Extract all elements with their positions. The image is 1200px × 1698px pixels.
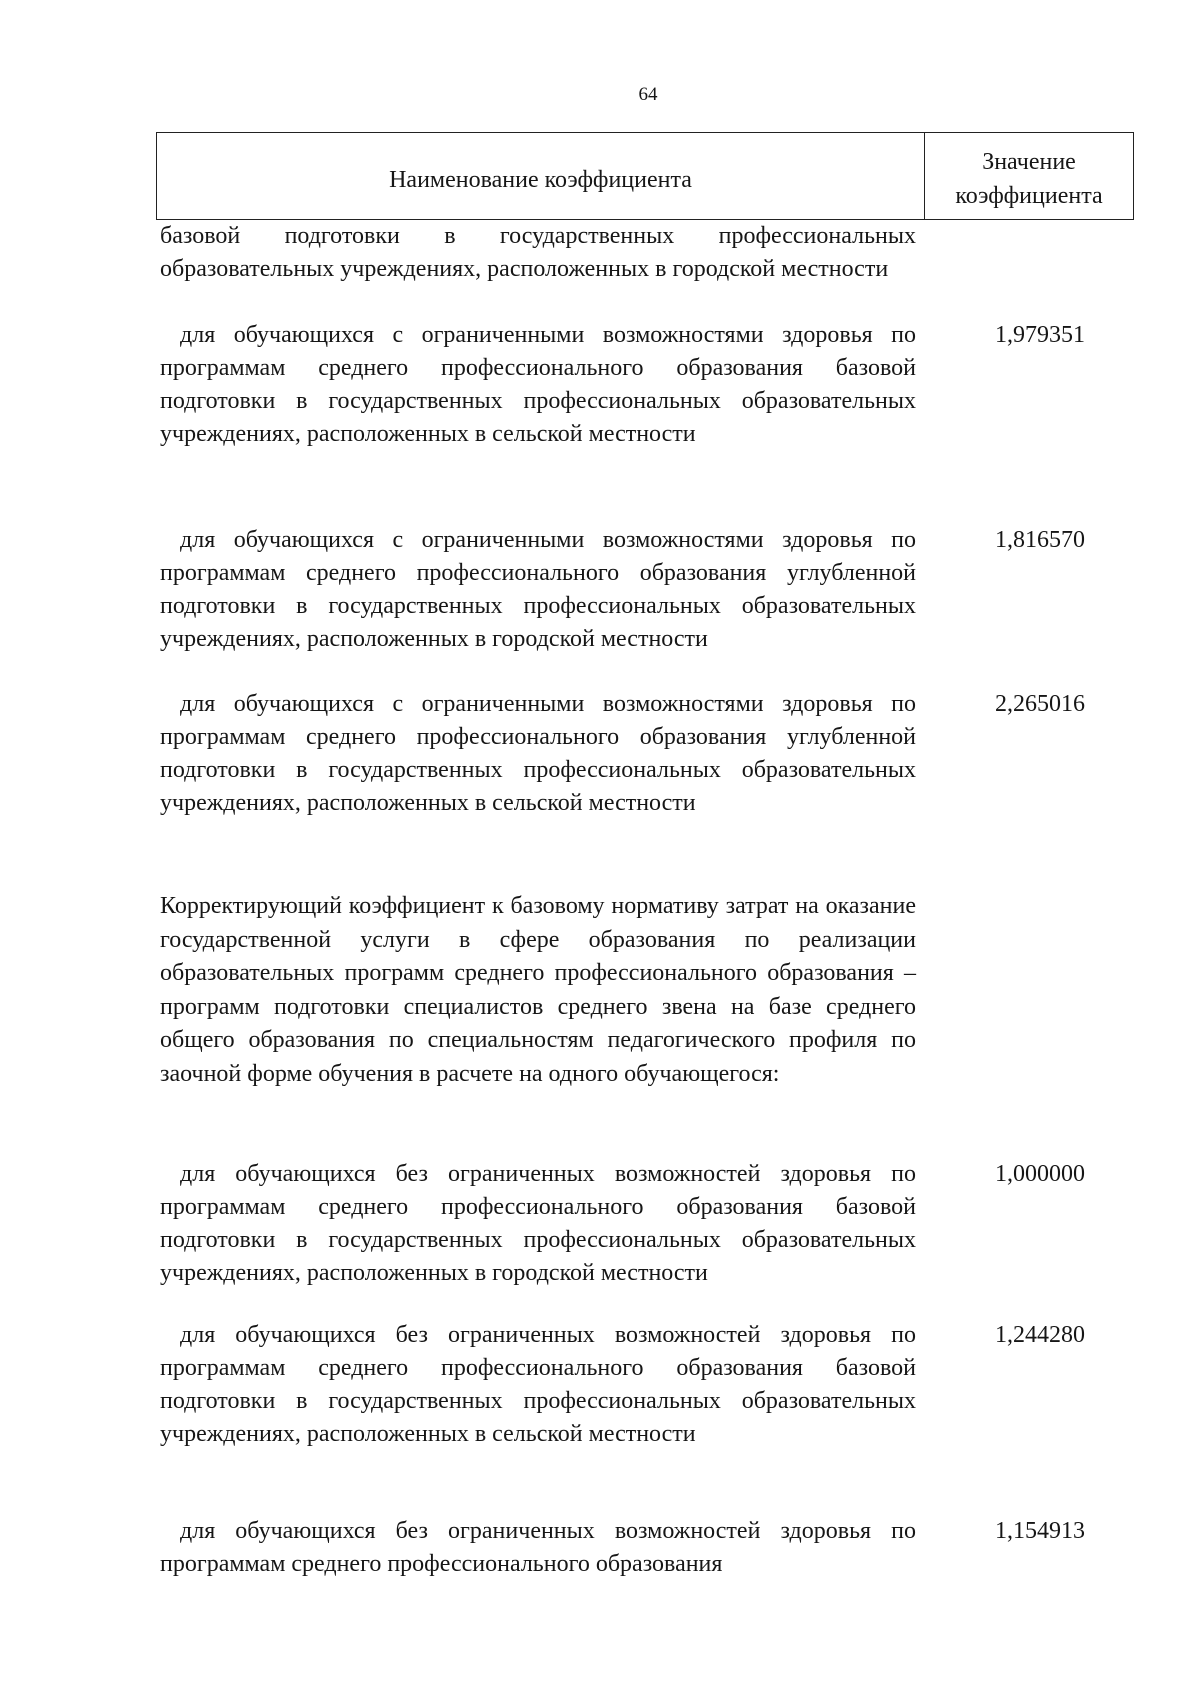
section-intro: Корректирующий коэффициент к базовому нормативу затрат на оказание государственной услуги в сфере образования по реализации образовательных программ среднего профессионального образования – программ подготовки специалистов среднего звена на базе среднего общего образования по специальностям педагогического профиля по заочной форме обучения в расчете на одного обучающегося: xyxy=(160,893,916,1087)
header-name-column: Наименование коэффициента xyxy=(157,133,925,219)
row-value: 1,244280 xyxy=(995,1322,1085,1348)
row-description: базовой подготовки в государственных профессиональных образовательных учреждениях, расположенных в городской местности xyxy=(160,223,916,282)
header-value-column xyxy=(925,133,1133,219)
row-description: для обучающихся с ограниченными возможностями здоровья по программам среднего профессионального образования углубленной подготовки в государственных профессиональных образовательных учреждениях, расположенных в городской местности xyxy=(160,527,916,652)
row-description: для обучающихся с ограниченными возможностями здоровья по программам среднего профессионального образования базовой подготовки в государственных профессиональных образовательных учреждениях, расположенных в сельской местности xyxy=(160,322,916,447)
row-value: 2,265016 xyxy=(995,691,1085,717)
row-description: для обучающихся без ограниченных возможностей здоровья по программам среднего профессионального образования xyxy=(160,1518,916,1577)
row-value: 1,816570 xyxy=(995,527,1085,553)
row-description: для обучающихся без ограниченных возможностей здоровья по программам среднего профессионального образования базовой подготовки в государственных профессиональных образовательных учреждениях, расположенных в городской местности xyxy=(160,1161,916,1286)
row-description: для обучающихся с ограниченными возможностями здоровья по программам среднего профессионального образования углубленной подготовки в государственных профессиональных образовательных учреждениях, расположенных в сельской местности xyxy=(160,691,916,816)
row-value: 1,000000 xyxy=(995,1161,1085,1187)
table-header xyxy=(156,132,1134,220)
row-value: 1,979351 xyxy=(995,322,1085,348)
header-value-line1: Значение xyxy=(982,149,1076,175)
page-number: 64 xyxy=(638,84,658,105)
header-value-line2: коэффициента xyxy=(955,183,1103,209)
row-value: 1,154913 xyxy=(995,1518,1085,1544)
row-description: для обучающихся без ограниченных возможностей здоровья по программам среднего профессионального образования базовой подготовки в государственных профессиональных образовательных учреждениях, расположенных в сельской местности xyxy=(160,1322,916,1447)
